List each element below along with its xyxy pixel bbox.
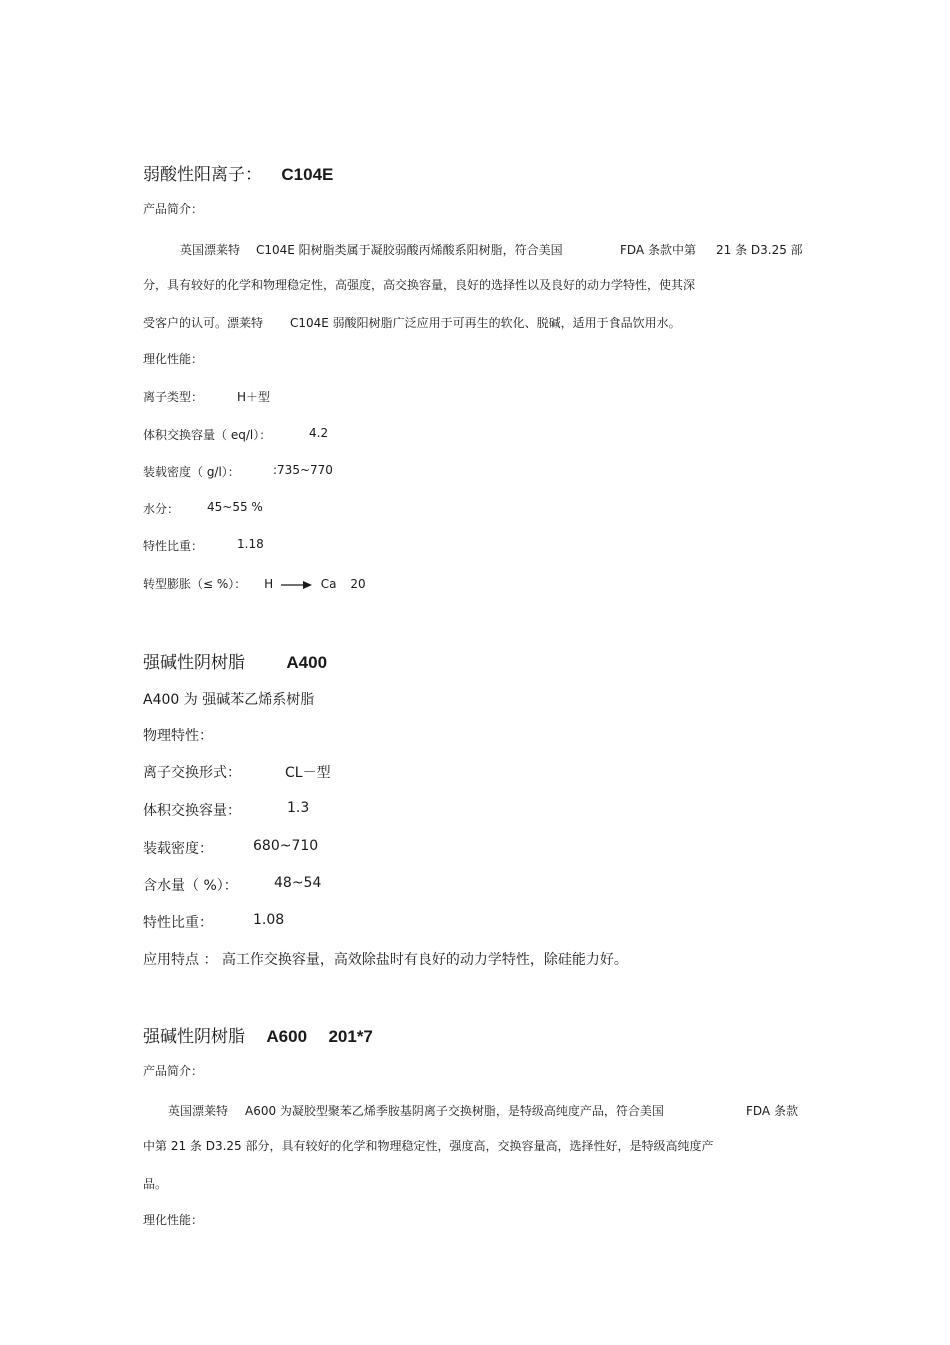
section3-title-model: A600 — [266, 1027, 308, 1046]
prop-label: 体积交换容量（ eq/l）： — [143, 428, 272, 442]
section2-props-label: 物理特性： — [143, 728, 213, 744]
section1-title-model: C104E — [281, 165, 334, 184]
section2-title — [143, 648, 327, 673]
section2-application: 应用特点 ： 高工作交换容量，高效除盐时有良好的动力学特性，除硅能力好。 — [143, 952, 628, 968]
section3-intro-line1a: 英国漂莱特 — [168, 1104, 229, 1118]
section1-intro-line2: 分，具有较好的化学和物理稳定性，高强度，高交换容量，良好的选择性以及良好的动力学特性，使其深 — [143, 278, 696, 292]
prop-label: 体积交换容量： — [143, 803, 241, 819]
section3-intro-line1b: A600 为凝胶型聚苯乙烯季胺基阴离子交换树脂，是特级高纯度产品，符合美国 — [245, 1104, 664, 1118]
section3-intro-label: 产品简介： — [143, 1064, 204, 1078]
prop-value: 680~710 — [253, 838, 319, 854]
section2-desc: A400 为 强碱苯乙烯系树脂 — [143, 692, 315, 708]
prop-label: 含水量（ %）： — [143, 878, 238, 894]
swell-label: 转型膨胀（≤ %）： — [143, 577, 247, 591]
section1-title — [143, 160, 333, 185]
swell-to: Ca — [320, 577, 337, 591]
prop-label: 装载密度（ g/l）： — [143, 465, 240, 479]
prop-label: 离子交换形式： — [143, 765, 241, 781]
prop-label: 水分： — [143, 502, 180, 516]
section1-intro-line1a: 英国漂莱特 — [180, 243, 241, 257]
prop-value: 4.2 — [309, 426, 329, 440]
prop-value: 48~54 — [274, 875, 322, 891]
prop-label: 离子类型： — [143, 390, 204, 404]
prop-value: 45~55 % — [207, 500, 263, 514]
arrow-right-icon — [281, 580, 313, 590]
section1-props-label: 理化性能： — [143, 352, 204, 366]
section1-intro-label: 产品简介： — [143, 202, 204, 216]
prop-value: H＋型 — [237, 390, 271, 404]
section3-intro-line3: 品。 — [143, 1177, 168, 1191]
prop-value: 1.08 — [253, 912, 285, 928]
section1-intro-line1b: C104E 阳树脂类属于凝胶弱酸丙烯酸系阳树脂，符合美国 — [256, 243, 563, 257]
section1-intro-line3b: C104E 弱酸阳树脂广泛应用于可再生的软化、脱碱，适用于食品饮用水。 — [290, 316, 681, 330]
prop-value: CL－型 — [285, 765, 331, 781]
prop-label: 装载密度： — [143, 841, 213, 857]
section2-title-model: A400 — [286, 653, 328, 672]
section3-title-model2: 201*7 — [328, 1027, 373, 1046]
section3-title — [143, 1022, 373, 1047]
section2-title-cn: 强碱性阴树脂 — [143, 653, 245, 673]
section3-intro-line1c: FDA 条款 — [746, 1104, 798, 1118]
section3-intro-line2: 中第 21 条 D3.25 部分，具有较好的化学和物理稳定性，强度高，交换容量高，选择性好，是特级高纯度产 — [143, 1139, 714, 1153]
prop-label: 特性比重： — [143, 539, 204, 553]
prop-value: :735~770 — [273, 463, 333, 477]
section1-intro-line1c: FDA 条款中第 — [620, 243, 696, 257]
section3-props-label: 理化性能： — [143, 1213, 204, 1227]
prop-value: 1.3 — [287, 800, 310, 816]
section3-title-cn: 强碱性阴树脂 — [143, 1027, 245, 1047]
prop-value: 1.18 — [237, 537, 264, 551]
section1-title-cn: 弱酸性阳离子： — [143, 165, 262, 185]
prop-label: 特性比重： — [143, 915, 213, 931]
section1-intro-line3a: 受客户的认可。漂莱特 — [143, 316, 264, 330]
swell-row — [143, 575, 366, 592]
section1-intro-line1d: 21 条 D3.25 部 — [716, 243, 803, 257]
swell-from: H — [264, 577, 274, 591]
swell-value: 20 — [350, 577, 366, 591]
